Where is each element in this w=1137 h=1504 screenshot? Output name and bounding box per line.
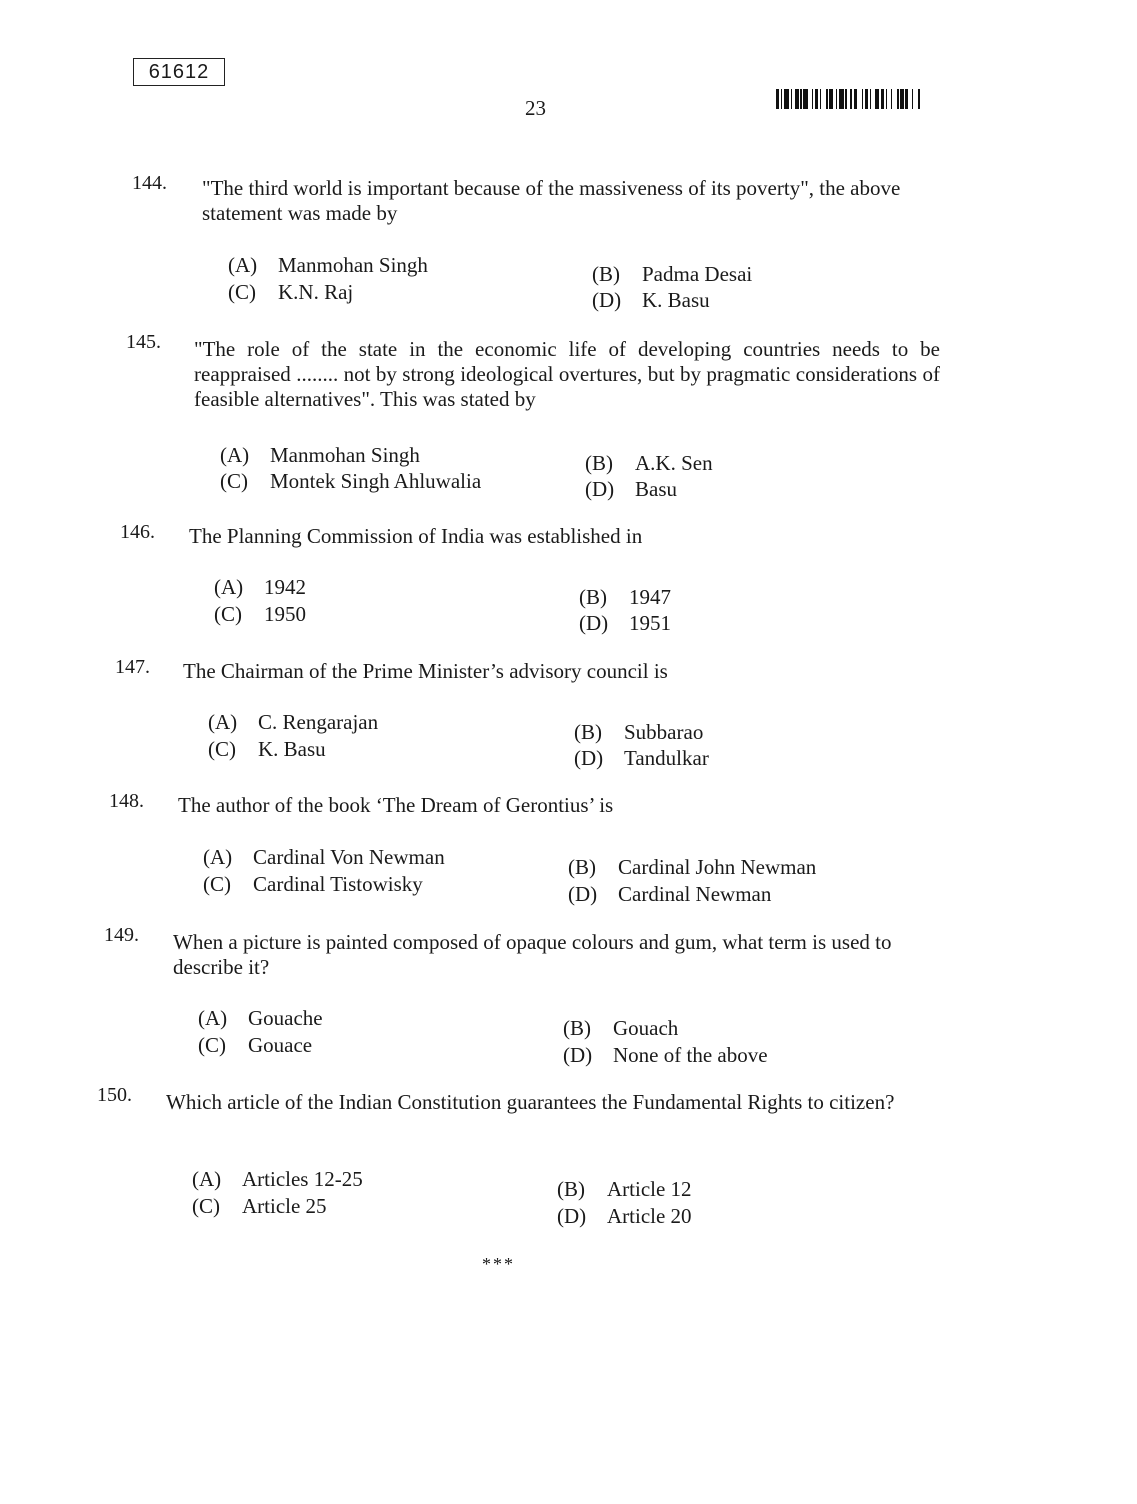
option-c <box>208 737 326 762</box>
option-text: C. Rengarajan <box>258 710 379 734</box>
question-text: The Planning Commission of India was established in <box>189 524 643 548</box>
question-number: 150. <box>97 1084 132 1106</box>
option-text: Article 20 <box>607 1204 692 1228</box>
option-label: (D) <box>563 1043 593 1067</box>
option-text: 1947 <box>629 585 671 609</box>
option-label: (D) <box>574 746 604 770</box>
option-label: (A) <box>192 1167 222 1191</box>
paper-code: 61612 <box>133 58 225 86</box>
option-d <box>568 882 771 907</box>
option-d <box>592 288 710 313</box>
option-text: Article 25 <box>242 1194 327 1218</box>
option-label: (B) <box>574 720 602 744</box>
option-label: (A) <box>228 253 258 277</box>
option-d <box>585 477 677 502</box>
option-d <box>563 1043 768 1068</box>
option-text: Gouache <box>248 1006 323 1030</box>
option-text: None of the above <box>613 1043 768 1067</box>
option-label: (D) <box>557 1204 587 1228</box>
option-label: (C) <box>228 280 256 304</box>
question-text: When a picture is painted composed of opaque colours and gum, what term is used to describe it? <box>173 930 892 979</box>
option-label: (B) <box>557 1177 585 1201</box>
option-text: Gouace <box>248 1033 313 1057</box>
question-text: "The role of the state in the economic life of developing countries needs to be reappraised ........ not by strong ideological overtures, but by pragmatic considerations of feasible alternatives". This was stated by <box>194 337 940 411</box>
option-text: A.K. Sen <box>635 451 713 475</box>
option-label: (B) <box>568 855 596 879</box>
option-b <box>563 1016 678 1041</box>
option-b <box>592 262 752 287</box>
option-text: Manmohan Singh <box>278 253 428 277</box>
option-a <box>228 253 428 278</box>
option-label: (D) <box>592 288 622 312</box>
question-text: The author of the book ‘The Dream of Gerontius’ is <box>178 793 614 817</box>
option-label: (A) <box>220 443 250 467</box>
option-label: (C) <box>192 1194 220 1218</box>
option-c <box>214 602 306 627</box>
option-text: Article 12 <box>607 1177 692 1201</box>
option-a <box>198 1006 323 1031</box>
option-label: (B) <box>592 262 620 286</box>
option-label: (B) <box>579 585 607 609</box>
option-label: (C) <box>203 872 231 896</box>
option-d <box>557 1204 692 1229</box>
option-text: 1950 <box>264 602 306 626</box>
end-marker: *** <box>482 1254 515 1274</box>
option-c <box>192 1194 327 1219</box>
option-d <box>574 746 709 771</box>
option-text: Tandulkar <box>624 746 709 770</box>
barcode-icon <box>776 89 922 109</box>
option-text: K.N. Raj <box>278 280 354 304</box>
question-number: 144. <box>132 172 167 194</box>
question-number: 149. <box>104 924 139 946</box>
option-text: 1942 <box>264 575 306 599</box>
option-b <box>557 1177 692 1202</box>
option-a <box>214 575 306 600</box>
option-label: (D) <box>585 477 615 501</box>
option-label: (A) <box>198 1006 228 1030</box>
option-text: Cardinal John Newman <box>618 855 817 879</box>
question-number: 145. <box>126 331 161 353</box>
option-text: Cardinal Tistowisky <box>253 872 423 896</box>
question-text: "The third world is important because of the massiveness of its poverty", the above statement was made by <box>202 176 901 225</box>
option-label: (D) <box>579 611 609 635</box>
option-text: 1951 <box>629 611 671 635</box>
option-text: Cardinal Von Newman <box>253 845 445 869</box>
question-number: 147. <box>115 656 150 678</box>
question-number: 148. <box>109 790 144 812</box>
option-text: K. Basu <box>642 288 710 312</box>
option-b <box>574 720 703 745</box>
option-label: (D) <box>568 882 598 906</box>
option-a <box>192 1167 363 1192</box>
option-c <box>198 1033 312 1058</box>
question-text: The Chairman of the Prime Minister’s advisory council is <box>183 659 668 683</box>
option-c <box>228 280 353 305</box>
option-a <box>220 443 420 468</box>
option-label: (A) <box>214 575 244 599</box>
option-a <box>208 710 378 735</box>
option-label: (C) <box>198 1033 226 1057</box>
option-label: (A) <box>208 710 238 734</box>
option-label: (B) <box>563 1016 591 1040</box>
page-number: 23 <box>525 96 546 120</box>
option-text: Montek Singh Ahluwalia <box>270 469 482 493</box>
option-label: (A) <box>203 845 233 869</box>
option-b <box>568 855 816 880</box>
option-c <box>220 469 481 494</box>
option-b <box>585 451 713 476</box>
option-c <box>203 872 423 897</box>
option-text: Padma Desai <box>642 262 753 286</box>
option-label: (C) <box>220 469 248 493</box>
option-a <box>203 845 445 870</box>
option-text: Manmohan Singh <box>270 443 420 467</box>
option-text: Subbarao <box>624 720 704 744</box>
option-text: Articles 12-25 <box>242 1167 363 1191</box>
question-number: 146. <box>120 521 155 543</box>
question-text: Which article of the Indian Constitution guarantees the Fundamental Rights to citizen? <box>166 1090 895 1114</box>
option-text: Basu <box>635 477 677 501</box>
option-label: (C) <box>214 602 242 626</box>
option-text: K. Basu <box>258 737 326 761</box>
barcode-stripe <box>920 89 922 109</box>
option-b <box>579 585 671 610</box>
option-text: Cardinal Newman <box>618 882 772 906</box>
option-label: (C) <box>208 737 236 761</box>
option-d <box>579 611 671 636</box>
option-text: Gouach <box>613 1016 679 1040</box>
option-label: (B) <box>585 451 613 475</box>
